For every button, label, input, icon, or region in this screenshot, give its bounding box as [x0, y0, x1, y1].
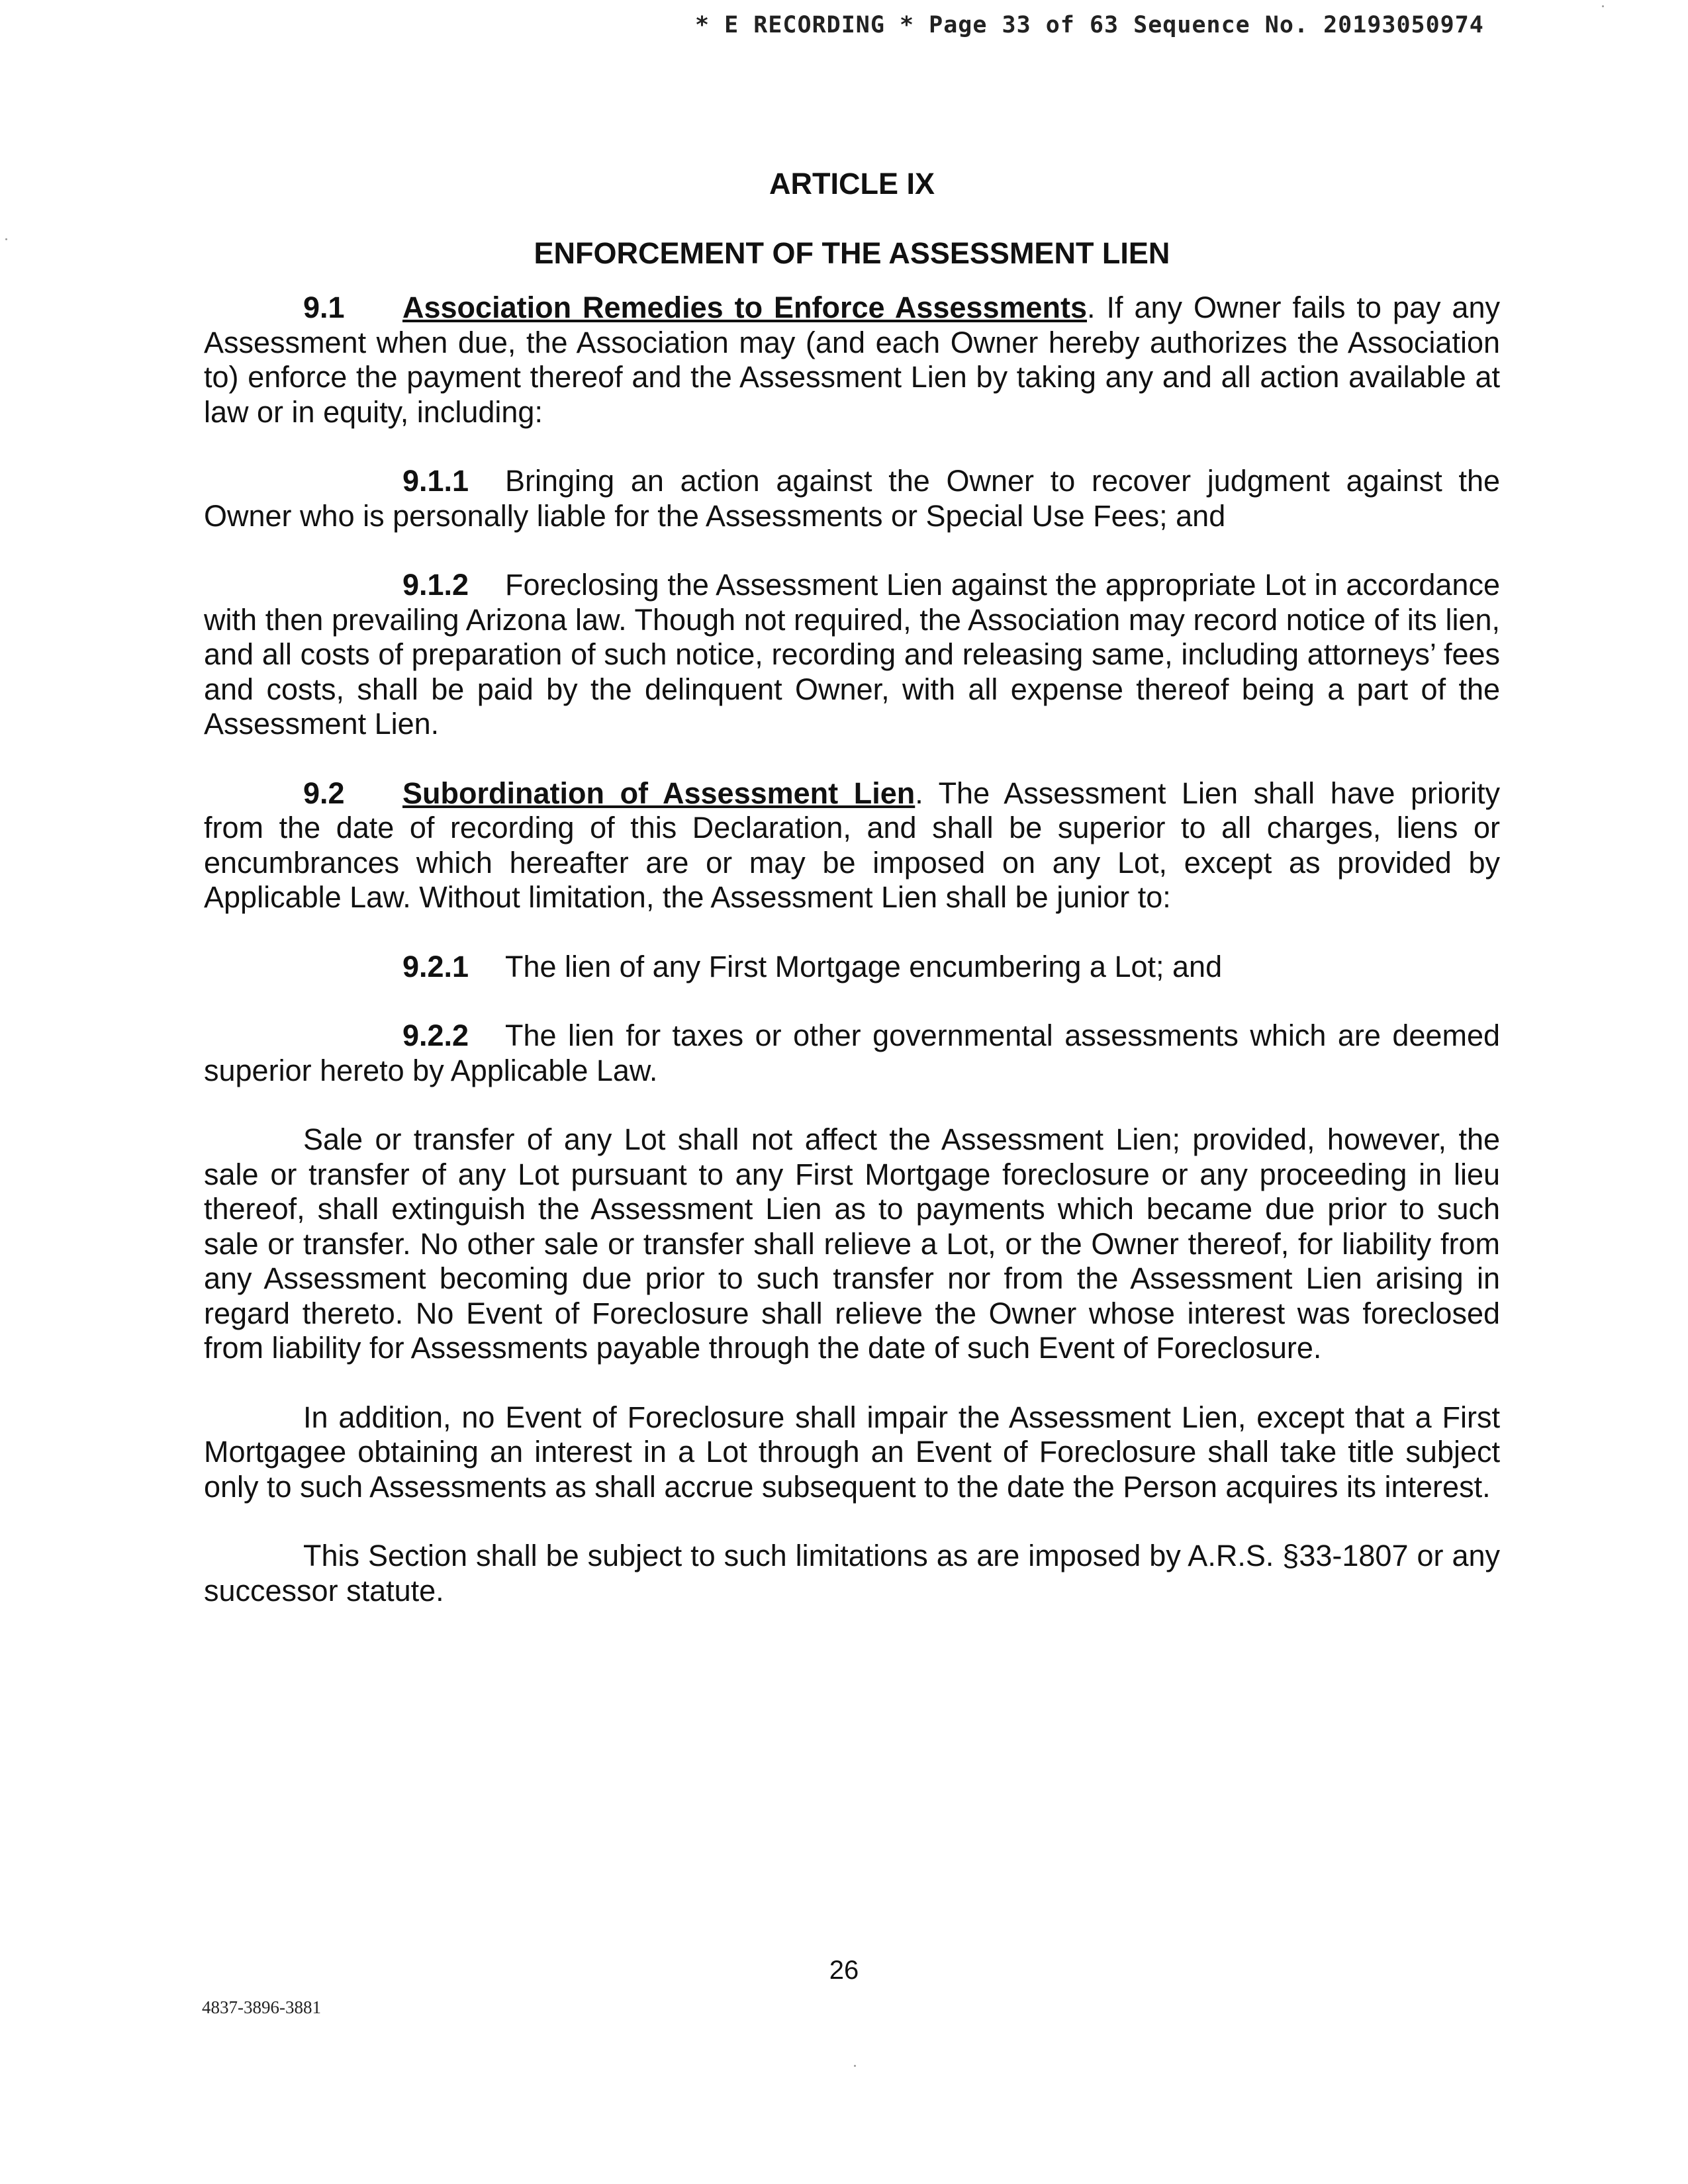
subsection-number: 9.2.2 — [402, 1019, 469, 1052]
section-title: Subordination of Assessment Lien — [402, 776, 915, 810]
paragraph-sale-transfer: Sale or transfer of any Lot shall not affect the Assessment Lien; provided, however, the sale or transfer of any Lot pursuant to any First Mortgage foreclosure or any proceeding in lieu thereof, shall extinguish the Assessment Lien as to payments which became due prior to such sale or transfer. No other sale or transfer shall relieve a Lot, or the Owner thereof, for liability from any Assessment becoming due prior to such transfer nor from the Assessment Lien arising in regard thereto. No Event of Foreclosure shall relieve the Owner whose interest was foreclosed from liability for Assessments payable through the date of such Event of Foreclosure. — [204, 1122, 1500, 1365]
scan-speck — [5, 238, 7, 240]
subsection-number: 9.1.1 — [402, 464, 469, 498]
section-number: 9.2 — [303, 776, 345, 810]
scan-speck — [1602, 5, 1604, 7]
section-title: Association Remedies to Enforce Assessments — [402, 291, 1088, 324]
section-9-2-1 — [204, 950, 1500, 985]
subsection-number: 9.1.2 — [402, 568, 469, 602]
document-id: 4837-3896-3881 — [202, 1997, 321, 2017]
section-number: 9.1 — [303, 291, 345, 324]
section-9-1-1 — [204, 464, 1500, 533]
article-subtitle: ENFORCEMENT OF THE ASSESSMENT LIEN — [534, 236, 1170, 270]
subsection-text: Foreclosing the Assessment Lien against the appropriate Lot in accordance with then prevailing Arizona law. Though not required, the Association may record notice of its lien, and all costs of preparation of such notice, recording and releasing same, including attorneys’ fees and costs, shall be paid by the delinquent Owner, with all expense thereof being a part of the Assessment Lien. — [204, 568, 1500, 741]
subsection-text: The lien of any First Mortgage encumbering a Lot; and — [505, 949, 1223, 983]
recording-stamp: * E RECORDING * Page 33 of 63 Sequence No. 20193050974 — [695, 12, 1484, 38]
subsection-text: The lien for taxes or other governmental assessments which are deemed superior hereto by Applicable Law. — [204, 1019, 1500, 1087]
section-text: . If any Owner fails to pay any Assessment when due, the Association may (and each Owner hereby authorizes the Association to) enforce the payment thereof and the Assessment Lien by taking any and all action available at law or in equity, including: — [204, 291, 1500, 429]
scan-speck — [854, 2065, 856, 2067]
subsection-number: 9.2.1 — [402, 949, 469, 983]
section-9-1 — [204, 291, 1500, 430]
section-9-1-2 — [204, 568, 1500, 742]
section-9-2-2 — [204, 1019, 1500, 1088]
section-text: . The Assessment Lien shall have priority from the date of recording of this Declaration, and shall be superior to all charges, liens or encumbrances which hereafter are or may be imposed on any Lot, except as provided by Applicable Law. Without limitation, the Assessment Lien shall be junior to: — [204, 776, 1501, 914]
subsection-text: Bringing an action against the Owner to recover judgment against the Owner who is personally liable for the Assessments or Special Use Fees; and — [204, 464, 1500, 533]
section-9-2 — [204, 776, 1500, 915]
document-body — [204, 152, 1500, 1608]
paragraph-in-addition: In addition, no Event of Foreclosure shall impair the Assessment Lien, except that a First Mortgagee obtaining an interest in a Lot through an Event of Foreclosure shall take title subject only to such Assessments as shall accrue subsequent to the date the Person acquires its interest. — [204, 1400, 1500, 1504]
article-title: ARTICLE IX — [769, 167, 935, 201]
paragraph-statute: This Section shall be subject to such limitations as are imposed by A.R.S. §33-1807 or any successor statute. — [204, 1539, 1500, 1608]
page-number: 26 — [829, 1956, 859, 1985]
